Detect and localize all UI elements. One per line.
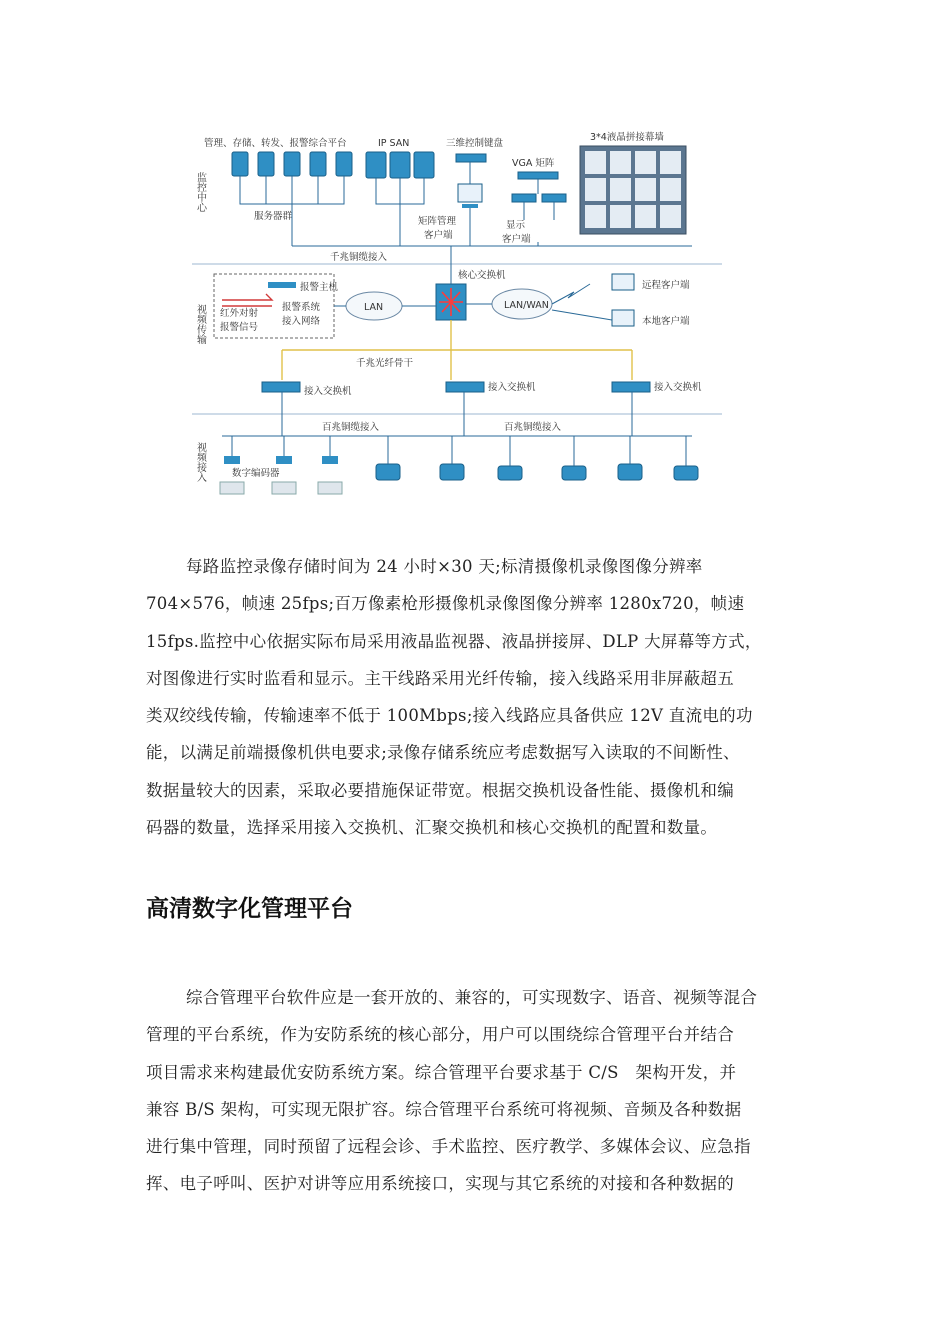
section-label-video-access: 视频接入 xyxy=(194,442,206,482)
text-line: 每路监控录像存储时间为 24 小时×30 天;标清摄像机录像图像分辨率 xyxy=(186,557,703,576)
remote-client-label: 远程客户端 xyxy=(642,280,690,291)
display-client-label-2: 客户端 xyxy=(502,234,531,245)
server-cluster-label: 服务器群 xyxy=(254,211,293,222)
lcd-wall-label: 3*4液晶拼接幕墙 xyxy=(590,132,664,143)
access-switch xyxy=(446,381,536,393)
display-device-icon xyxy=(542,194,566,202)
alarm-network-label-2: 接入网络 xyxy=(282,316,321,327)
access-switch-label: 接入交换机 xyxy=(304,386,352,397)
ir-signal-icon xyxy=(222,294,272,306)
camera-icon xyxy=(440,464,464,480)
camera-icon xyxy=(618,464,642,480)
matrix-client-label-1: 矩阵管理 xyxy=(418,216,457,227)
display-device-icon xyxy=(512,194,536,202)
fast-copper-label-right: 百兆铜缆接入 xyxy=(504,422,562,433)
text-line: 管理的平台系统，作为安防系统的核心部分，用户可以围绕综合管理平台并结合 xyxy=(146,1025,734,1045)
ir-alarm-label-2: 报警信号 xyxy=(220,322,259,333)
gigabit-copper-label: 千兆铜缆接入 xyxy=(330,252,388,263)
lan-wan-label: LAN/WAN xyxy=(504,300,549,311)
ip-san-storage xyxy=(366,152,434,178)
access-switch-label: 接入交换机 xyxy=(654,382,702,393)
gigabit-fiber-label: 千兆光纤骨干 xyxy=(356,358,414,369)
text-line: 704×576，帧速 25fps;百万像素枪形摄像机录像图像分辨率 1280x720，帧速 xyxy=(146,594,745,614)
text-line: 进行集中管理，同时预留了远程会诊、手术监控、医疗教学、多媒体会议、应急指 xyxy=(146,1137,751,1157)
core-switch-star xyxy=(439,288,463,316)
control-keyboard-label: 三维控制键盘 xyxy=(446,138,504,149)
text-line: 类双绞线传输，传输速率不低于 100Mbps;接入线路应具备供应 12V 直流电的功 xyxy=(146,706,753,726)
wireless-link-icon xyxy=(552,284,590,304)
digital-encoder xyxy=(220,436,244,494)
digital-encoder-label: 数字编码器 xyxy=(232,468,280,479)
paragraph-management-platform xyxy=(146,979,810,1203)
core-switch-label: 核心交换机 xyxy=(458,270,506,281)
remote-client-icon xyxy=(612,274,634,290)
access-switch-label: 接入交换机 xyxy=(488,382,536,393)
text-line: 数据量较大的因素，采取必要措施保证带宽。根据交换机设备性能、摄像机和编 xyxy=(146,780,734,800)
camera-icon xyxy=(562,466,586,480)
camera-icon xyxy=(376,464,400,480)
network-topology-diagram xyxy=(192,124,722,500)
local-client-icon xyxy=(612,310,634,326)
matrix-client-label-2: 客户端 xyxy=(424,230,453,241)
text-line: 综合管理平台软件应是一套开放的、兼容的，可实现数字、语音、视频等混合 xyxy=(186,988,758,1007)
access-switch xyxy=(612,381,702,393)
alarm-host-label: 报警主机 xyxy=(300,282,339,293)
section-heading: 高清数字化管理平台 xyxy=(146,896,353,922)
local-client-label: 本地客户端 xyxy=(642,316,690,327)
alarm-host-icon xyxy=(268,282,296,288)
text-line: 挥、电子呼叫、医护对讲等应用系统接口，实现与其它系统的对接和各种数据的 xyxy=(146,1174,734,1194)
vga-matrix-label: VGA 矩阵 xyxy=(512,158,555,169)
display-client-label-1: 显示 xyxy=(506,220,526,231)
server-group-title: 管理、存储、转发、报警综合平台 xyxy=(204,138,347,149)
text-line: 能，以满足前端摄像机供电要求;录像存储系统应考虑数据写入读取的不间断性、 xyxy=(146,743,740,763)
alarm-network-label-1: 报警系统 xyxy=(282,302,321,313)
camera-icon xyxy=(674,466,698,480)
ir-alarm-label-1: 红外对射 xyxy=(220,308,259,319)
section-label-video-transmission: 视频传输 xyxy=(194,304,206,344)
monitor-icon xyxy=(458,184,482,202)
server-cluster xyxy=(232,152,352,176)
text-line: 码器的数量，选择采用接入交换机、汇聚交换机和核心交换机的配置和数量。 xyxy=(146,818,718,838)
paragraph-monitoring-requirements xyxy=(146,548,810,846)
lan-label: LAN xyxy=(364,302,384,313)
vga-matrix-icon xyxy=(518,172,558,179)
monitor-stand xyxy=(462,204,478,208)
lcd-wall xyxy=(580,146,686,234)
ip-san-label: IP SAN xyxy=(378,138,410,149)
fast-copper-label-left: 百兆铜缆接入 xyxy=(322,422,380,433)
keyboard-icon xyxy=(456,154,486,162)
text-line: 兼容 B/S 架构，可实现无限扩容。综合管理平台系统可将视频、音频及各种数据 xyxy=(146,1099,742,1119)
camera-icon xyxy=(498,466,522,480)
text-line: 对图像进行实时监看和显示。主干线路采用光纤传输，接入线路采用非屏蔽超五 xyxy=(146,668,734,688)
digital-encoder xyxy=(272,436,296,494)
access-switch xyxy=(262,382,352,397)
text-line: 15fps.监控中心依据实际布局采用液晶监视器、液晶拼接屏、DLP 大屏幕等方式， xyxy=(146,631,762,651)
digital-encoder xyxy=(318,436,342,494)
text-line: 项目需求来构建最优安防系统方案。综合管理平台要求基于 C/S 架构开发，并 xyxy=(146,1062,737,1082)
section-label-monitor-center: 监控中心 xyxy=(194,172,206,212)
